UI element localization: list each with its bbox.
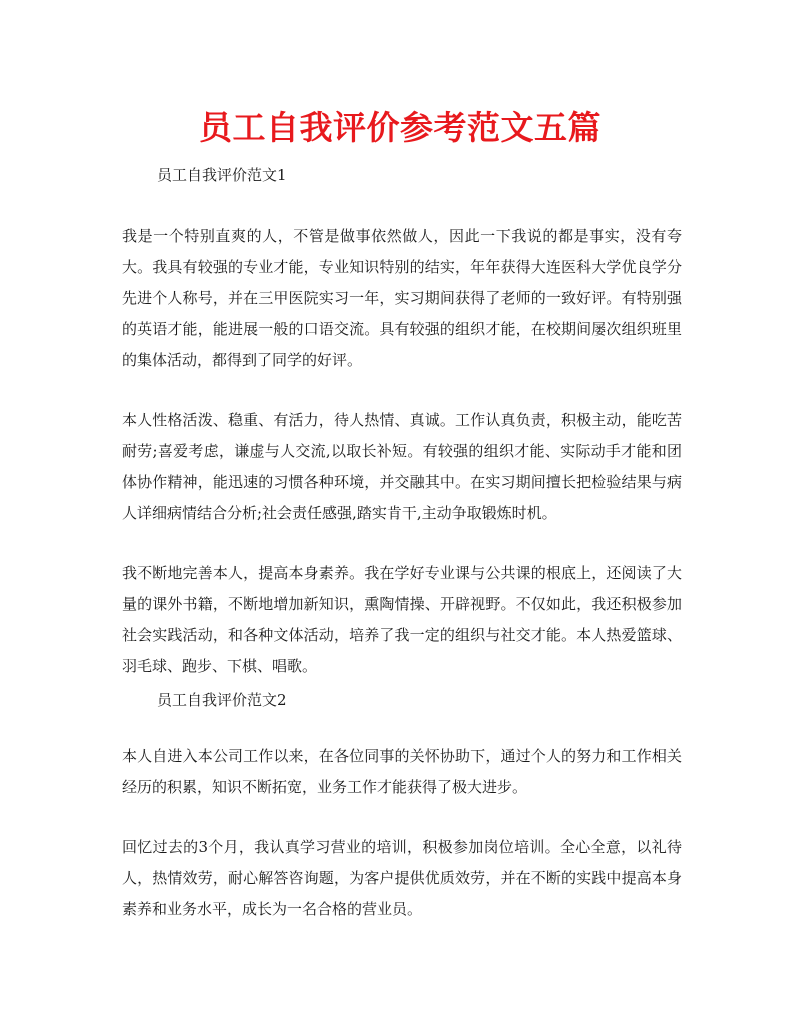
paragraph-1-1: 我是一个特别直爽的人，不管是做事依然做人，因此一下我说的都是事实，没有夸大。我具有较强的专业才能，专业知识特别的结实，年年获得大连医科大学优良学分先进个人称号，并在三甲医院实习一年，实习期间获得了老师的一致好评。有特别强的英语才能，能进展一般的口语交流。具有较强的组织才能，在校期间屡次组织班里的集体活动，都得到了同学的好评。 (122, 227, 682, 369)
section-heading-2: 员工自我评价范文2 (157, 691, 287, 709)
paragraph-1-3: 我不断地完善本人，提高本身素养。我在学好专业课与公共课的根底上，还阅读了大量的课外书籍，不断地增加新知识，熏陶情操、开辟视野。不仅如此，我还积极参加社会实践活动，和各种文体活动，培养了我一定的组织与社交才能。本人热爱篮球、羽毛球、跑步、下棋、唱歌。 (122, 564, 682, 675)
paragraph-2-1: 本人自进入本公司工作以来，在各位同事的关怀协助下，通过个人的努力和工作相关经历的积累，知识不断拓宽，业务工作才能获得了极大进步。 (122, 747, 682, 796)
paragraph-2-2: 回忆过去的3个月，我认真学习营业的培训，积极参加岗位培训。全心全意，以礼待人，热情效劳，耐心解答咨询题，为客户提供优质效劳，并在不断的实践中提高本身素养和业务水平，成长为一名合格的营业员。 (122, 838, 682, 918)
section-heading-1: 员工自我评价范文1 (157, 166, 287, 184)
paragraph-1-2: 本人性格活泼、稳重、有活力，待人热情、真诚。工作认真负责，积极主动，能吃苦耐劳;喜爱考虑，谦虚与人交流,以取长补短。有较强的组织才能、实际动手才能和团体协作精神，能迅速的习惯各种环境，并交融其中。在实习期间擅长把检验结果与病人详细病情结合分析;社会责任感强,踏实肯干,主动争取锻炼时机。 (122, 411, 682, 522)
document-title: 员工自我评价参考范文五篇 (199, 108, 601, 147)
